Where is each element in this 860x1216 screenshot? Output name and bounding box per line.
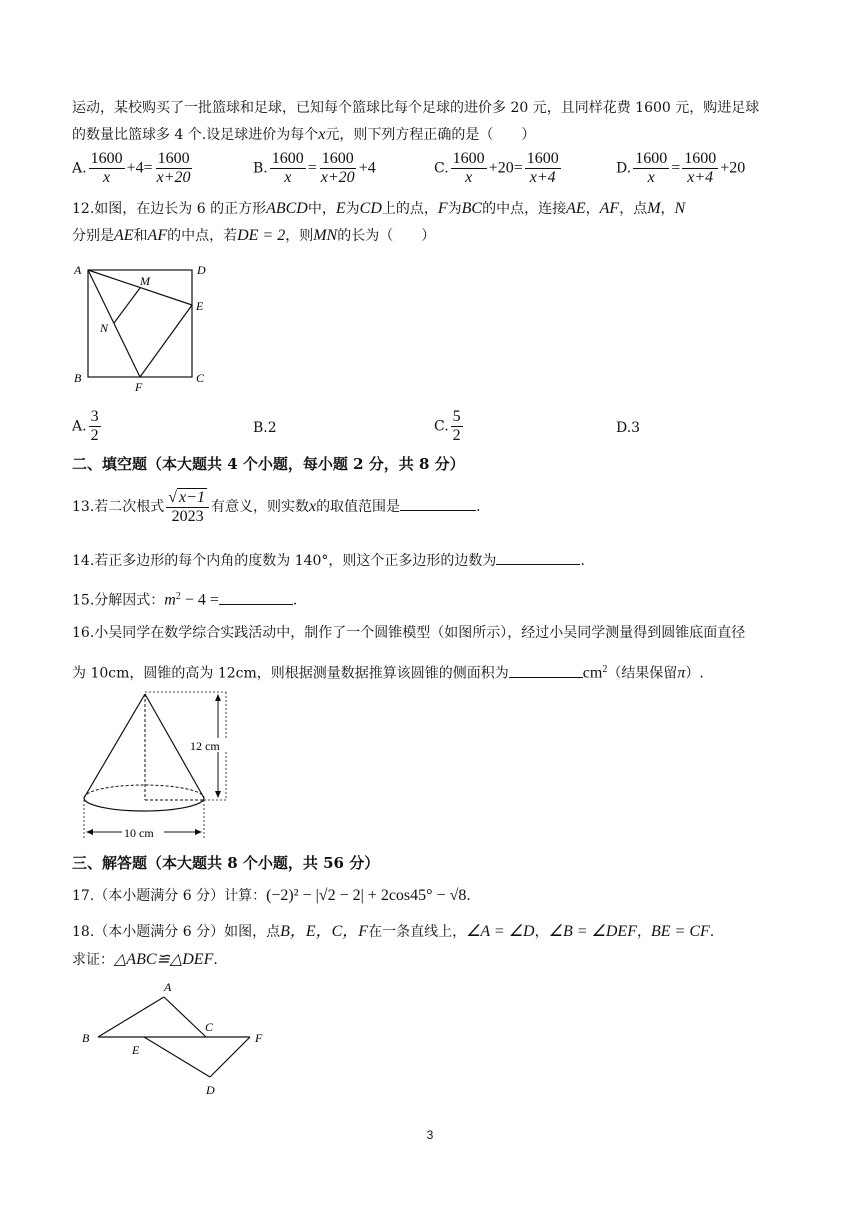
width-arrowhead-right — [195, 829, 202, 835]
q12-text-line2: 分别是AE和AF的中点，若DE = 2，则MN的长为（ ） — [72, 227, 436, 244]
q12-option-c: C. $\frac{5}{2}$ — [434, 408, 461, 444]
cone-left-edge — [84, 694, 145, 798]
width-arrowhead-left — [86, 829, 93, 835]
q16-text-line2: 为 10cm，圆锥的高为 12cm，则根据测量数据推算该圆锥的侧面积为 $cm^2$（结果保留π）. — [72, 664, 704, 682]
q11-text-line2: 的数量比篮球多 4 个.设足球进价为每个x元，则下列方程正确的是（ ） — [72, 126, 536, 143]
label-a: A — [164, 980, 172, 994]
label-b: B — [74, 371, 82, 385]
height-arrowhead-top — [215, 694, 221, 701]
segment-ed — [144, 1037, 210, 1077]
q16-cone-figure — [76, 688, 240, 848]
height-label: 12 cm — [190, 739, 220, 753]
q11-option-b: B. $\frac{1600}{x}$ = $\frac{1600}{x+20}$ +4 — [253, 150, 376, 186]
q17-text: 17.（本小题满分 6 分）计算：(−2)² − |√2 − 2| + 2cos45° − √8. — [72, 887, 471, 904]
q12-option-a: A. $\frac{3}{2}$ — [72, 408, 99, 444]
label-c: C — [205, 1020, 214, 1034]
q15-text: 15.分解因式：$m^2 - 4$ = . — [72, 591, 298, 609]
label-n: N — [100, 321, 109, 335]
label-c: C — [196, 371, 205, 385]
q11-option-a: A. $\frac{1600}{x}$ +4= $\frac{1600}{x+20}$ — [72, 150, 191, 186]
label-m: M — [140, 274, 150, 288]
q12-option-d: D.3 — [616, 420, 641, 436]
q11-option-d: D. $\frac{1600}{x}$ = $\frac{1600}{x+4}$ +20 — [616, 150, 746, 186]
q14-text: 14.若正多边形的每个内角的度数为 140°，则这个正多边形的边数为 . — [72, 550, 585, 571]
page-number: 3 — [426, 1128, 434, 1142]
section2-heading: 二、填空题（本大题共 4 个小题，每小题 2 分，共 8 分） — [72, 455, 465, 473]
segment-ef — [140, 305, 192, 377]
label-a: A — [74, 263, 82, 277]
q12-square-figure — [70, 258, 220, 398]
section3-heading: 三、解答题（本大题共 8 个小题，共 56 分） — [72, 854, 380, 872]
q18-triangles-figure — [78, 975, 278, 1105]
label-d: D — [206, 1083, 215, 1097]
q13-text: 13.若二次根式 $\frac{√ x-1}{2023}$ 有意义，则实数x的取值范围是 . — [72, 489, 481, 525]
segment-mn — [114, 288, 140, 323]
q12-text-line1: 12.如图，在边长为 6 的正方形ABCD中，E为CD上的点，F为BC的中点，连接AE，AF，点M，N — [72, 200, 686, 217]
q18-text-line1: 18.（本小题满分 6 分）如图，点B，E，C，F在一条直线上，∠A = ∠D，∠B = ∠DEF，BE = CF. — [72, 923, 715, 940]
label-f: F — [255, 1031, 263, 1045]
label-e: E — [196, 299, 204, 313]
cone-base-back — [84, 785, 204, 798]
label-f: F — [135, 380, 143, 394]
q11-text-line1: 运动，某校购买了一批篮球和足球，已知每个篮球比每个足球的进价多 20 元，且同样花费 1600 元，购进足球 — [72, 100, 760, 116]
q16-text-line1: 16.小吴同学在数学综合实践活动中，制作了一个圆锥模型（如图所示），经过小吴同学测量得到圆锥底面直径 — [72, 625, 746, 641]
q18-text-line2: 求证：△ABC≌△DEF. — [72, 951, 218, 968]
label-b: B — [82, 1031, 90, 1045]
segment-df — [210, 1037, 250, 1077]
q11-option-c: C. $\frac{1600}{x}$ +20= $\frac{1600}{x+4}$ — [434, 150, 559, 186]
segment-ba — [98, 997, 164, 1037]
segment-af — [88, 270, 140, 377]
segment-ac — [164, 997, 206, 1037]
label-d: D — [197, 263, 206, 277]
height-arrowhead-bottom — [215, 791, 221, 798]
q12-option-b: B.2 — [253, 420, 277, 436]
width-label: 10 cm — [124, 826, 154, 840]
label-e: E — [132, 1043, 140, 1057]
